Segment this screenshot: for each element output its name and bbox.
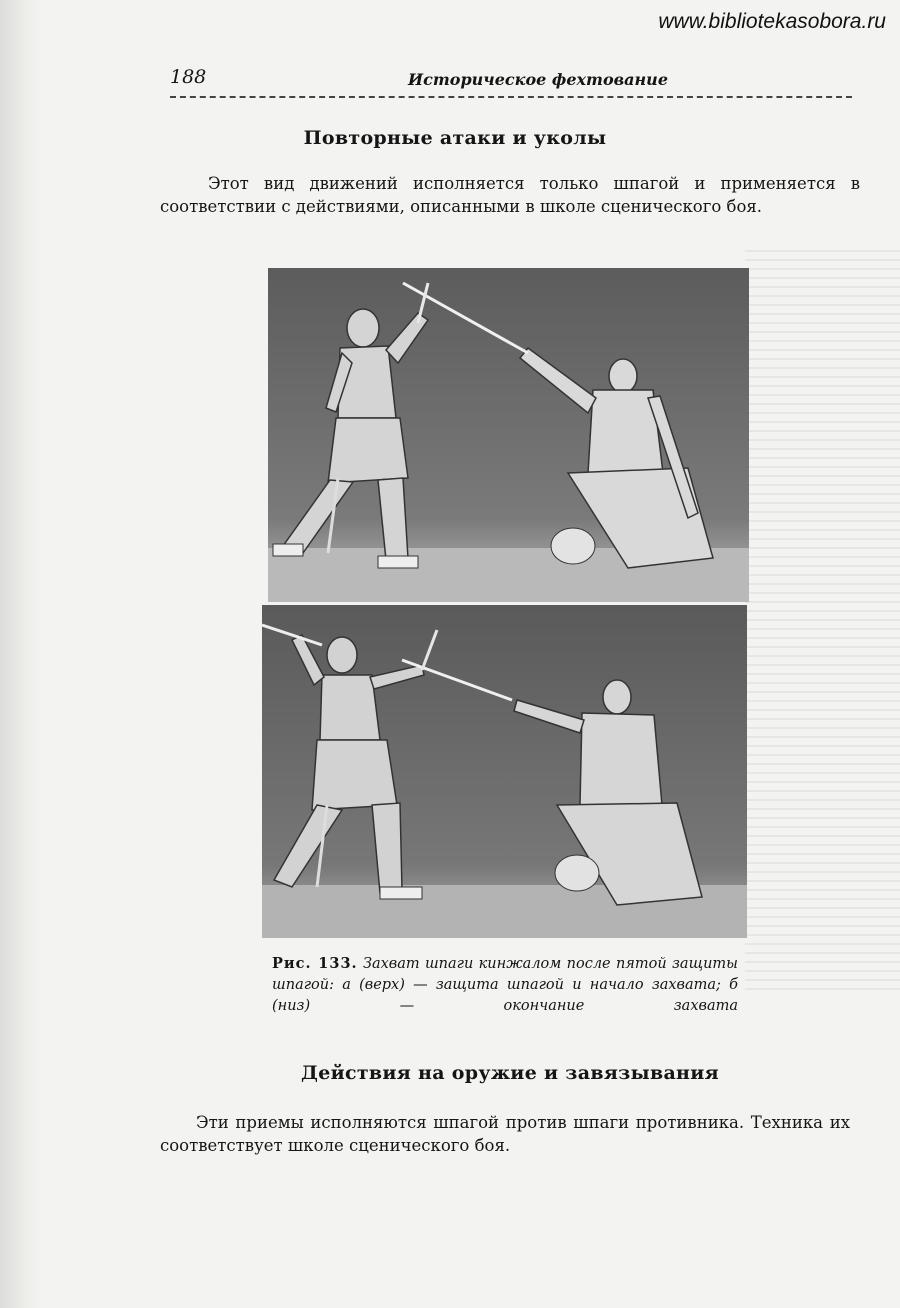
page-edge-shadow xyxy=(0,0,40,1308)
section-heading-repeat-attacks: Повторные атаки и уколы xyxy=(303,127,607,149)
figure-photo-bottom xyxy=(262,605,747,938)
figure-caption xyxy=(272,953,738,1017)
scan-noise xyxy=(745,250,900,990)
section-heading-weapon-actions: Действия на оружие и завязывания xyxy=(301,1062,719,1084)
running-title: Историческое фехтование xyxy=(408,70,668,89)
figure-label: Рис. 133. xyxy=(272,955,358,972)
site-watermark[interactable]: www.bibliotekasobora.ru xyxy=(658,10,886,33)
fencers-photo-bottom xyxy=(262,605,747,938)
page-number: 188 xyxy=(170,66,207,88)
section-paragraph-weapon-actions: Эти приемы исполняются шпагой против шпаги противника. Техника их соответствует школе сценического боя. xyxy=(160,1113,850,1155)
fencers-photo-top xyxy=(268,268,749,602)
figure-photo-top xyxy=(268,268,749,602)
header-rule xyxy=(170,96,852,98)
figure-caption-text: Захват шпаги кинжалом после пятой защиты шпагой: а (верх) — защита шпагой и начало захвата; б (низ) — окончание захвата xyxy=(272,956,738,1014)
section-paragraph-repeat-attacks: Этот вид движений исполняется только шпагой и применяется в соответствии с действиями, описанными в школе сценического боя. xyxy=(160,174,860,216)
